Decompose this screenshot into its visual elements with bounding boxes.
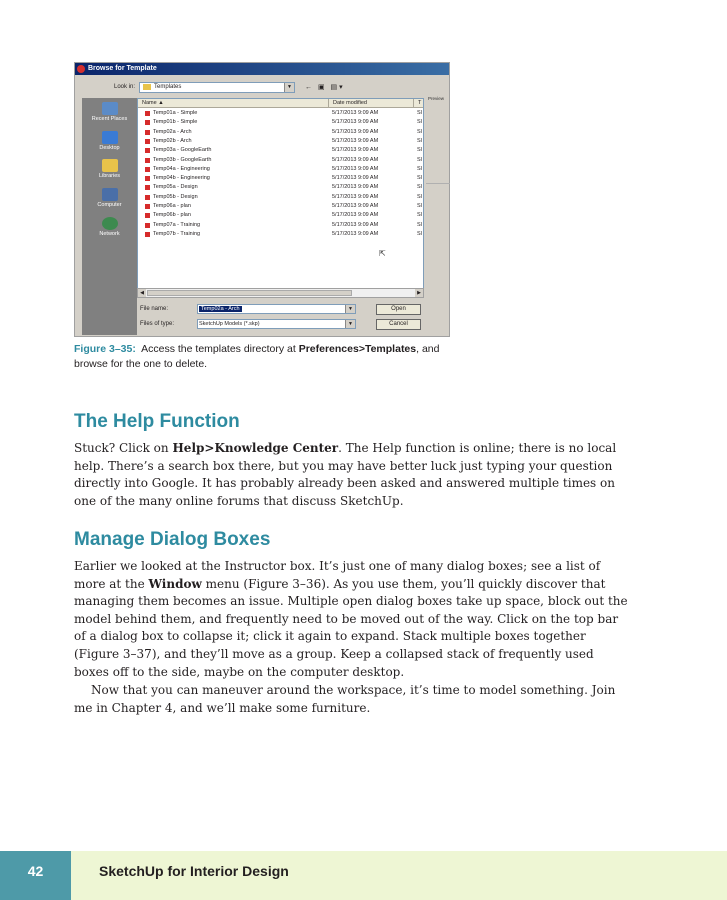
place-label: Computer: [97, 202, 122, 208]
file-date: 5/17/2013 9:09 AM: [332, 221, 379, 228]
skp-file-icon: [145, 148, 150, 153]
skp-file-icon: [145, 158, 150, 163]
file-name: Temp01b - Simple: [153, 119, 198, 126]
file-date: 5/17/2013 9:09 AM: [332, 175, 379, 182]
paragraph-next-chapter: Now that you can maneuver around the workspace, it’s time to model something. Join me in Chapter 4, and we’ll make some furniture.: [74, 683, 616, 715]
page-footer: [0, 851, 727, 900]
file-row[interactable]: [138, 128, 424, 137]
file-type: Sl: [417, 221, 422, 228]
skp-file-icon: [145, 176, 150, 181]
file-row[interactable]: [138, 165, 424, 174]
mouse-cursor-icon: ⇱: [379, 249, 386, 258]
file-type: Sl: [417, 212, 422, 219]
file-date: 5/17/2013 9:09 AM: [332, 193, 379, 200]
file-name-value: Temp02a - Arch: [201, 306, 240, 312]
look-in-dropdown[interactable]: [139, 82, 295, 93]
chevron-down-icon[interactable]: ▼: [345, 305, 355, 313]
help-text-before: Stuck? Click on: [74, 441, 169, 455]
column-header-date[interactable]: [329, 99, 414, 108]
file-type: Sl: [417, 175, 422, 182]
file-row[interactable]: [138, 156, 424, 165]
desktop-icon: [102, 131, 118, 144]
file-name: Temp04a - Engineering: [153, 165, 210, 172]
place-computer[interactable]: [82, 188, 137, 208]
file-name: Temp01a - Simple: [153, 110, 198, 116]
column-header-name[interactable]: Name ▲: [138, 99, 329, 108]
paragraph-help: [74, 440, 628, 510]
dialogs-text-after: menu (Figure 3–36). As you use them, you’ll quickly discover that managing them becomes an issue. Multiple open dialog boxes take up space, block out the model behind them, and frequently need to be moved out of the way. Click on the top bar of a dialog box to collapse it; click it again to expand. Stack multiple boxes together (Figure 3–37), and they’ll move as a group. Keep a collapsed stack of frequently used boxes off to the side, maybe on the computer desktop.: [74, 576, 628, 679]
cancel-button[interactable]: Cancel: [376, 319, 421, 330]
file-date: 5/17/2013 9:09 AM: [332, 184, 379, 191]
place-label: Network: [99, 231, 120, 237]
help-bold: Help>Knowledge Center: [172, 441, 339, 455]
libraries-icon: [102, 159, 118, 172]
scrollbar-thumb[interactable]: [147, 290, 352, 296]
file-name: Temp05b - Design: [153, 193, 198, 200]
skp-file-icon: [145, 185, 150, 190]
skp-file-icon: [145, 213, 150, 218]
template-browser-screenshot: [74, 62, 450, 337]
skp-file-icon: [145, 139, 150, 144]
file-type: Sl: [417, 137, 422, 144]
column-type-label: T: [418, 100, 422, 106]
caption-text-before: Access the templates directory at: [141, 343, 296, 355]
file-row[interactable]: [138, 221, 424, 230]
network-icon: [102, 217, 118, 230]
file-name: Temp02b - Arch: [153, 137, 192, 144]
file-type-label: Files of type:: [140, 321, 175, 327]
skp-file-icon: [145, 130, 150, 135]
file-row[interactable]: [138, 230, 424, 239]
heading-help-function: The Help Function: [74, 411, 240, 432]
file-type: Sl: [417, 165, 422, 172]
page-number: 42: [0, 851, 71, 900]
look-in-label: Look in:: [114, 84, 136, 90]
place-recent[interactable]: [82, 102, 137, 122]
skp-file-icon: [145, 204, 150, 209]
file-name: Temp07b - Training: [153, 230, 201, 237]
file-date: 5/17/2013 9:09 AM: [332, 137, 379, 144]
file-row[interactable]: [138, 137, 424, 146]
caption-text-after: , and browse for the one to delete.: [74, 343, 440, 370]
skp-file-icon: [145, 195, 150, 200]
file-name: Temp07a - Training: [153, 221, 201, 228]
file-row[interactable]: [138, 118, 424, 127]
chevron-down-icon[interactable]: ▼: [284, 83, 294, 92]
preview-divider: [426, 183, 450, 184]
file-row[interactable]: [138, 193, 424, 202]
skp-file-icon: [145, 120, 150, 125]
file-type: Sl: [417, 230, 422, 237]
book-title: SketchUp for Interior Design: [99, 863, 289, 879]
figure-label: Figure 3–35:: [74, 343, 136, 355]
file-type: Sl: [417, 203, 422, 209]
file-list[interactable]: [137, 98, 424, 298]
file-date: 5/17/2013 9:09 AM: [332, 203, 379, 209]
dialogs-bold: Window: [148, 576, 202, 591]
file-name: Temp02a - Arch: [153, 128, 192, 135]
scroll-right-icon[interactable]: ▶: [415, 289, 423, 297]
file-type: Sl: [417, 193, 422, 200]
file-row[interactable]: [138, 109, 424, 118]
place-label: Desktop: [99, 145, 120, 151]
skp-file-icon: [145, 111, 150, 116]
file-date: 5/17/2013 9:09 AM: [332, 230, 379, 237]
file-name: Temp06a - plan: [153, 203, 191, 209]
place-label: Libraries: [98, 173, 121, 179]
file-row[interactable]: [138, 183, 424, 192]
place-desktop[interactable]: [82, 131, 137, 151]
horizontal-scrollbar[interactable]: [137, 288, 424, 298]
preview-label: Preview: [428, 96, 445, 101]
file-type: Sl: [417, 184, 422, 191]
place-libraries[interactable]: [82, 159, 137, 179]
recent-places-icon: [102, 102, 118, 115]
dialog-titlebar[interactable]: [75, 63, 449, 75]
file-name: Temp04b - Engineering: [153, 175, 210, 182]
file-row[interactable]: [138, 174, 424, 183]
dialogs-text-before: Earlier we looked at the Instructor box. It’s just one of many dialog boxes; see a list of more at the: [74, 559, 601, 591]
column-date-label: Date modified: [333, 100, 367, 106]
open-button[interactable]: Open: [376, 304, 421, 315]
paragraph-dialogs: [74, 558, 628, 681]
file-name-label: File name:: [140, 306, 169, 312]
toolbar-nav-icons[interactable]: ← ▣ ▤▾: [305, 84, 345, 91]
file-type-value: SketchUp Models (*.skp): [199, 321, 260, 327]
file-type: Sl: [417, 147, 422, 154]
skp-file-icon: [145, 232, 150, 237]
file-date: 5/17/2013 9:09 AM: [332, 128, 379, 135]
skp-file-icon: [145, 223, 150, 228]
caption-bold: Preferences>Templates: [298, 343, 417, 355]
figure-caption: [74, 342, 464, 372]
file-name: Temp06b - plan: [153, 212, 191, 219]
file-date: 5/17/2013 9:09 AM: [332, 165, 379, 172]
folder-icon: [143, 84, 151, 90]
column-name-label: Name: [142, 100, 157, 106]
file-date: 5/17/2013 9:09 AM: [332, 212, 379, 219]
file-name: Temp03a - GoogleEarth: [153, 147, 212, 154]
place-label: Recent Places: [91, 116, 128, 122]
look-in-value: Templates: [154, 84, 182, 90]
file-name-input[interactable]: [197, 304, 356, 314]
dialog-title: Browse for Template: [88, 65, 157, 72]
file-type: Sl: [417, 156, 422, 163]
chevron-down-icon[interactable]: ▼: [345, 320, 355, 328]
file-type: Sl: [417, 128, 422, 135]
file-date: 5/17/2013 9:09 AM: [332, 156, 379, 163]
places-bar: [82, 98, 137, 335]
sketchup-icon: [77, 65, 85, 73]
scroll-left-icon[interactable]: ◀: [138, 289, 146, 297]
skp-file-icon: [145, 167, 150, 172]
file-date: 5/17/2013 9:09 AM: [332, 147, 379, 154]
file-name: Temp05a - Design: [153, 184, 198, 191]
place-network[interactable]: [82, 217, 137, 237]
file-date: 5/17/2013 9:09 AM: [332, 119, 379, 126]
file-row[interactable]: [138, 211, 424, 220]
file-row[interactable]: [138, 202, 424, 211]
heading-manage-dialog-boxes: Manage Dialog Boxes: [74, 529, 271, 550]
computer-icon: [102, 188, 118, 201]
column-header-type[interactable]: [414, 99, 424, 108]
file-type-select[interactable]: [197, 319, 356, 329]
file-date: 5/17/2013 9:09 AM: [332, 110, 379, 116]
file-name: Temp03b - GoogleEarth: [153, 156, 212, 163]
file-type: Sl: [417, 110, 422, 116]
file-type: Sl: [417, 119, 422, 126]
help-text-after: . The Help function is online; there is no local help. There’s a search box there, but you may have better luck just typing your question directly into Google. It has probably already been asked and answered multiple times on one of the many online forums that discuss SketchUp.: [74, 441, 617, 508]
file-row[interactable]: [138, 146, 424, 155]
